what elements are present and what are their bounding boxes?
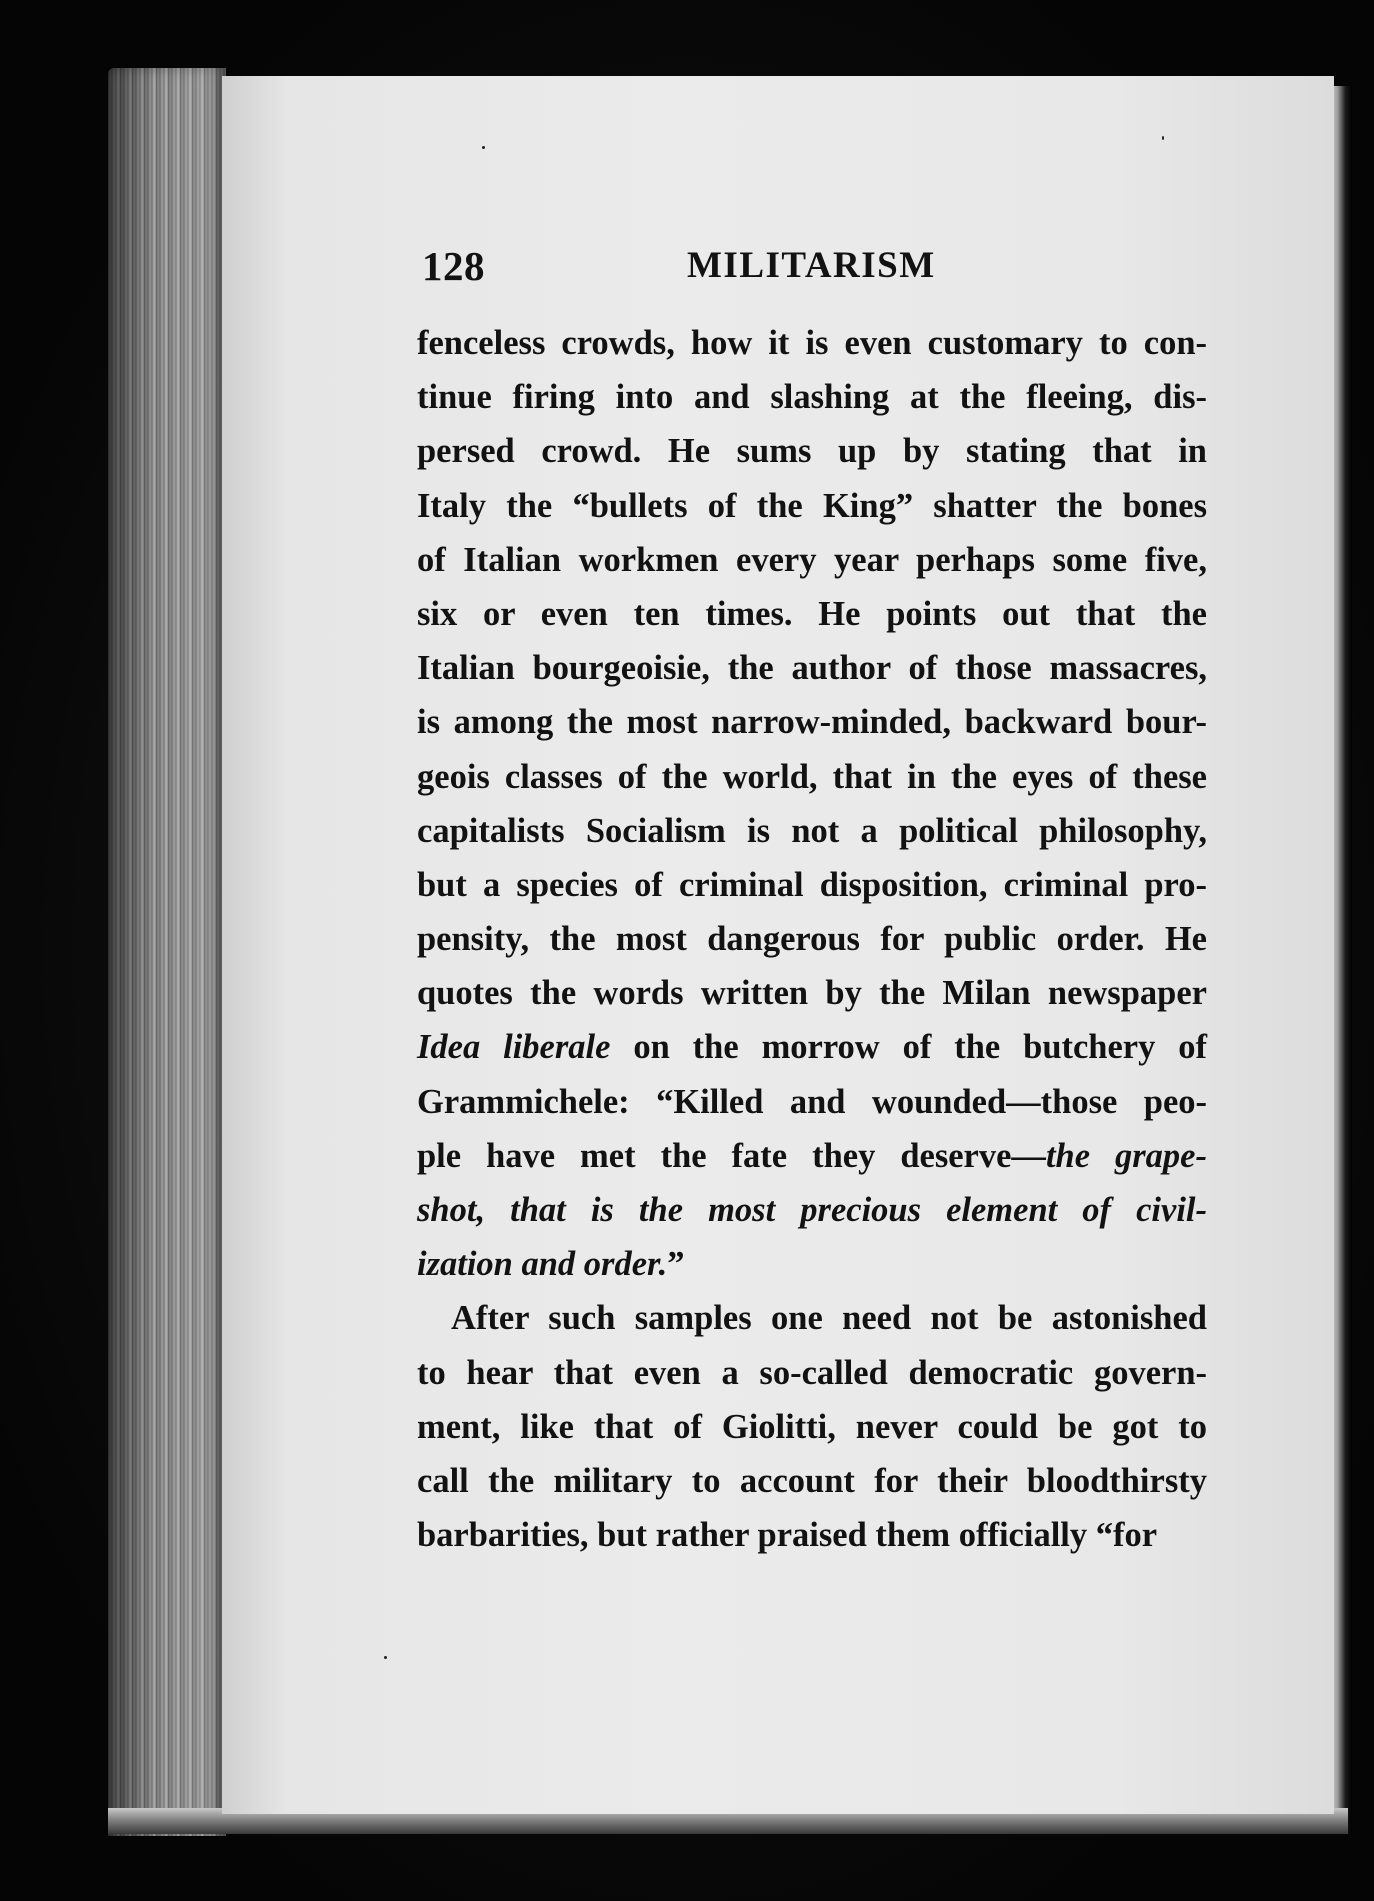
text-segment: ment, like that of Giolitti, never could be got to [417, 1407, 1207, 1446]
running-head [422, 242, 1202, 302]
italic-text: shot, that is the most precious element of civil- [417, 1191, 1207, 1229]
paragraph [417, 316, 1207, 1291]
text-line [417, 641, 1207, 695]
scan-speck [1162, 136, 1164, 140]
text-segment: Italian bourgeoisie, the author of those massacres, [417, 649, 1207, 688]
text-line [417, 1454, 1207, 1508]
scan-speck [384, 1656, 387, 1659]
text-segment: Grammichele: “Killed and wounded—those peo- [417, 1082, 1207, 1121]
italic-text: the grape- [1045, 1136, 1207, 1175]
text-segment: six or even ten times. He points out that the [417, 594, 1207, 633]
text-line [417, 370, 1207, 424]
text-segment: quotes the words written by the Milan newspaper [417, 974, 1207, 1013]
text-segment: geois classes of the world, that in the eyes of these [417, 757, 1207, 796]
text-segment: ple have met the fate they deserve— [417, 1136, 1046, 1175]
text-line [417, 912, 1207, 966]
text-segment: After such samples one need not be astonished [451, 1299, 1207, 1338]
italic-text: ization and order. [417, 1245, 668, 1284]
text-line [417, 316, 1207, 370]
text-segment: is among the most narrow-minded, backward bour- [417, 703, 1207, 742]
text-segment: capitalists Socialism is not a political philosophy, [417, 811, 1207, 850]
italic-text: Idea liberale [417, 1028, 611, 1067]
text-line [417, 804, 1207, 858]
book-page [222, 76, 1334, 1814]
text-line [417, 424, 1207, 478]
text-segment: but a species of criminal disposition, criminal pro- [417, 865, 1207, 904]
text-line [417, 750, 1207, 804]
text-line [417, 1129, 1207, 1183]
body-text [417, 316, 1207, 1562]
text-line [417, 858, 1207, 912]
text-line [417, 1400, 1207, 1454]
text-line [417, 1183, 1207, 1237]
scan-speck [482, 146, 485, 149]
text-segment: persed crowd. He sums up by stating that in [417, 432, 1207, 471]
text-segment: ” [667, 1245, 685, 1284]
text-segment: pensity, the most dangerous for public order. He [417, 920, 1207, 959]
text-segment: tinue firing into and slashing at the fleeing, dis- [417, 378, 1207, 417]
page-number: 128 [422, 243, 485, 289]
text-segment: to hear that even a so-called democratic govern- [417, 1353, 1207, 1392]
text-line [417, 1291, 1207, 1345]
text-line [417, 1020, 1207, 1074]
text-segment: Italy the “bullets of the King” shatter the bones [417, 486, 1207, 525]
book-page-edges [108, 68, 226, 1836]
text-line [417, 1075, 1207, 1129]
text-segment: call the military to account for their bloodthirsty [417, 1461, 1207, 1500]
text-segment: of Italian workmen every year perhaps some five, [417, 540, 1207, 579]
text-segment: on the morrow of the butchery of [610, 1028, 1208, 1067]
text-line [417, 1346, 1207, 1400]
paragraph [417, 1291, 1207, 1562]
text-line [417, 966, 1207, 1020]
text-line [417, 695, 1207, 749]
text-line [417, 1237, 1207, 1291]
text-segment: barbarities, but rather praised them officially “for [417, 1516, 1158, 1555]
running-title: MILITARISM [687, 245, 936, 286]
text-line [417, 1508, 1207, 1562]
text-line [417, 587, 1207, 641]
text-line [417, 479, 1207, 533]
text-segment: fenceless crowds, how it is even customary to con- [417, 324, 1207, 362]
text-line [417, 533, 1207, 587]
